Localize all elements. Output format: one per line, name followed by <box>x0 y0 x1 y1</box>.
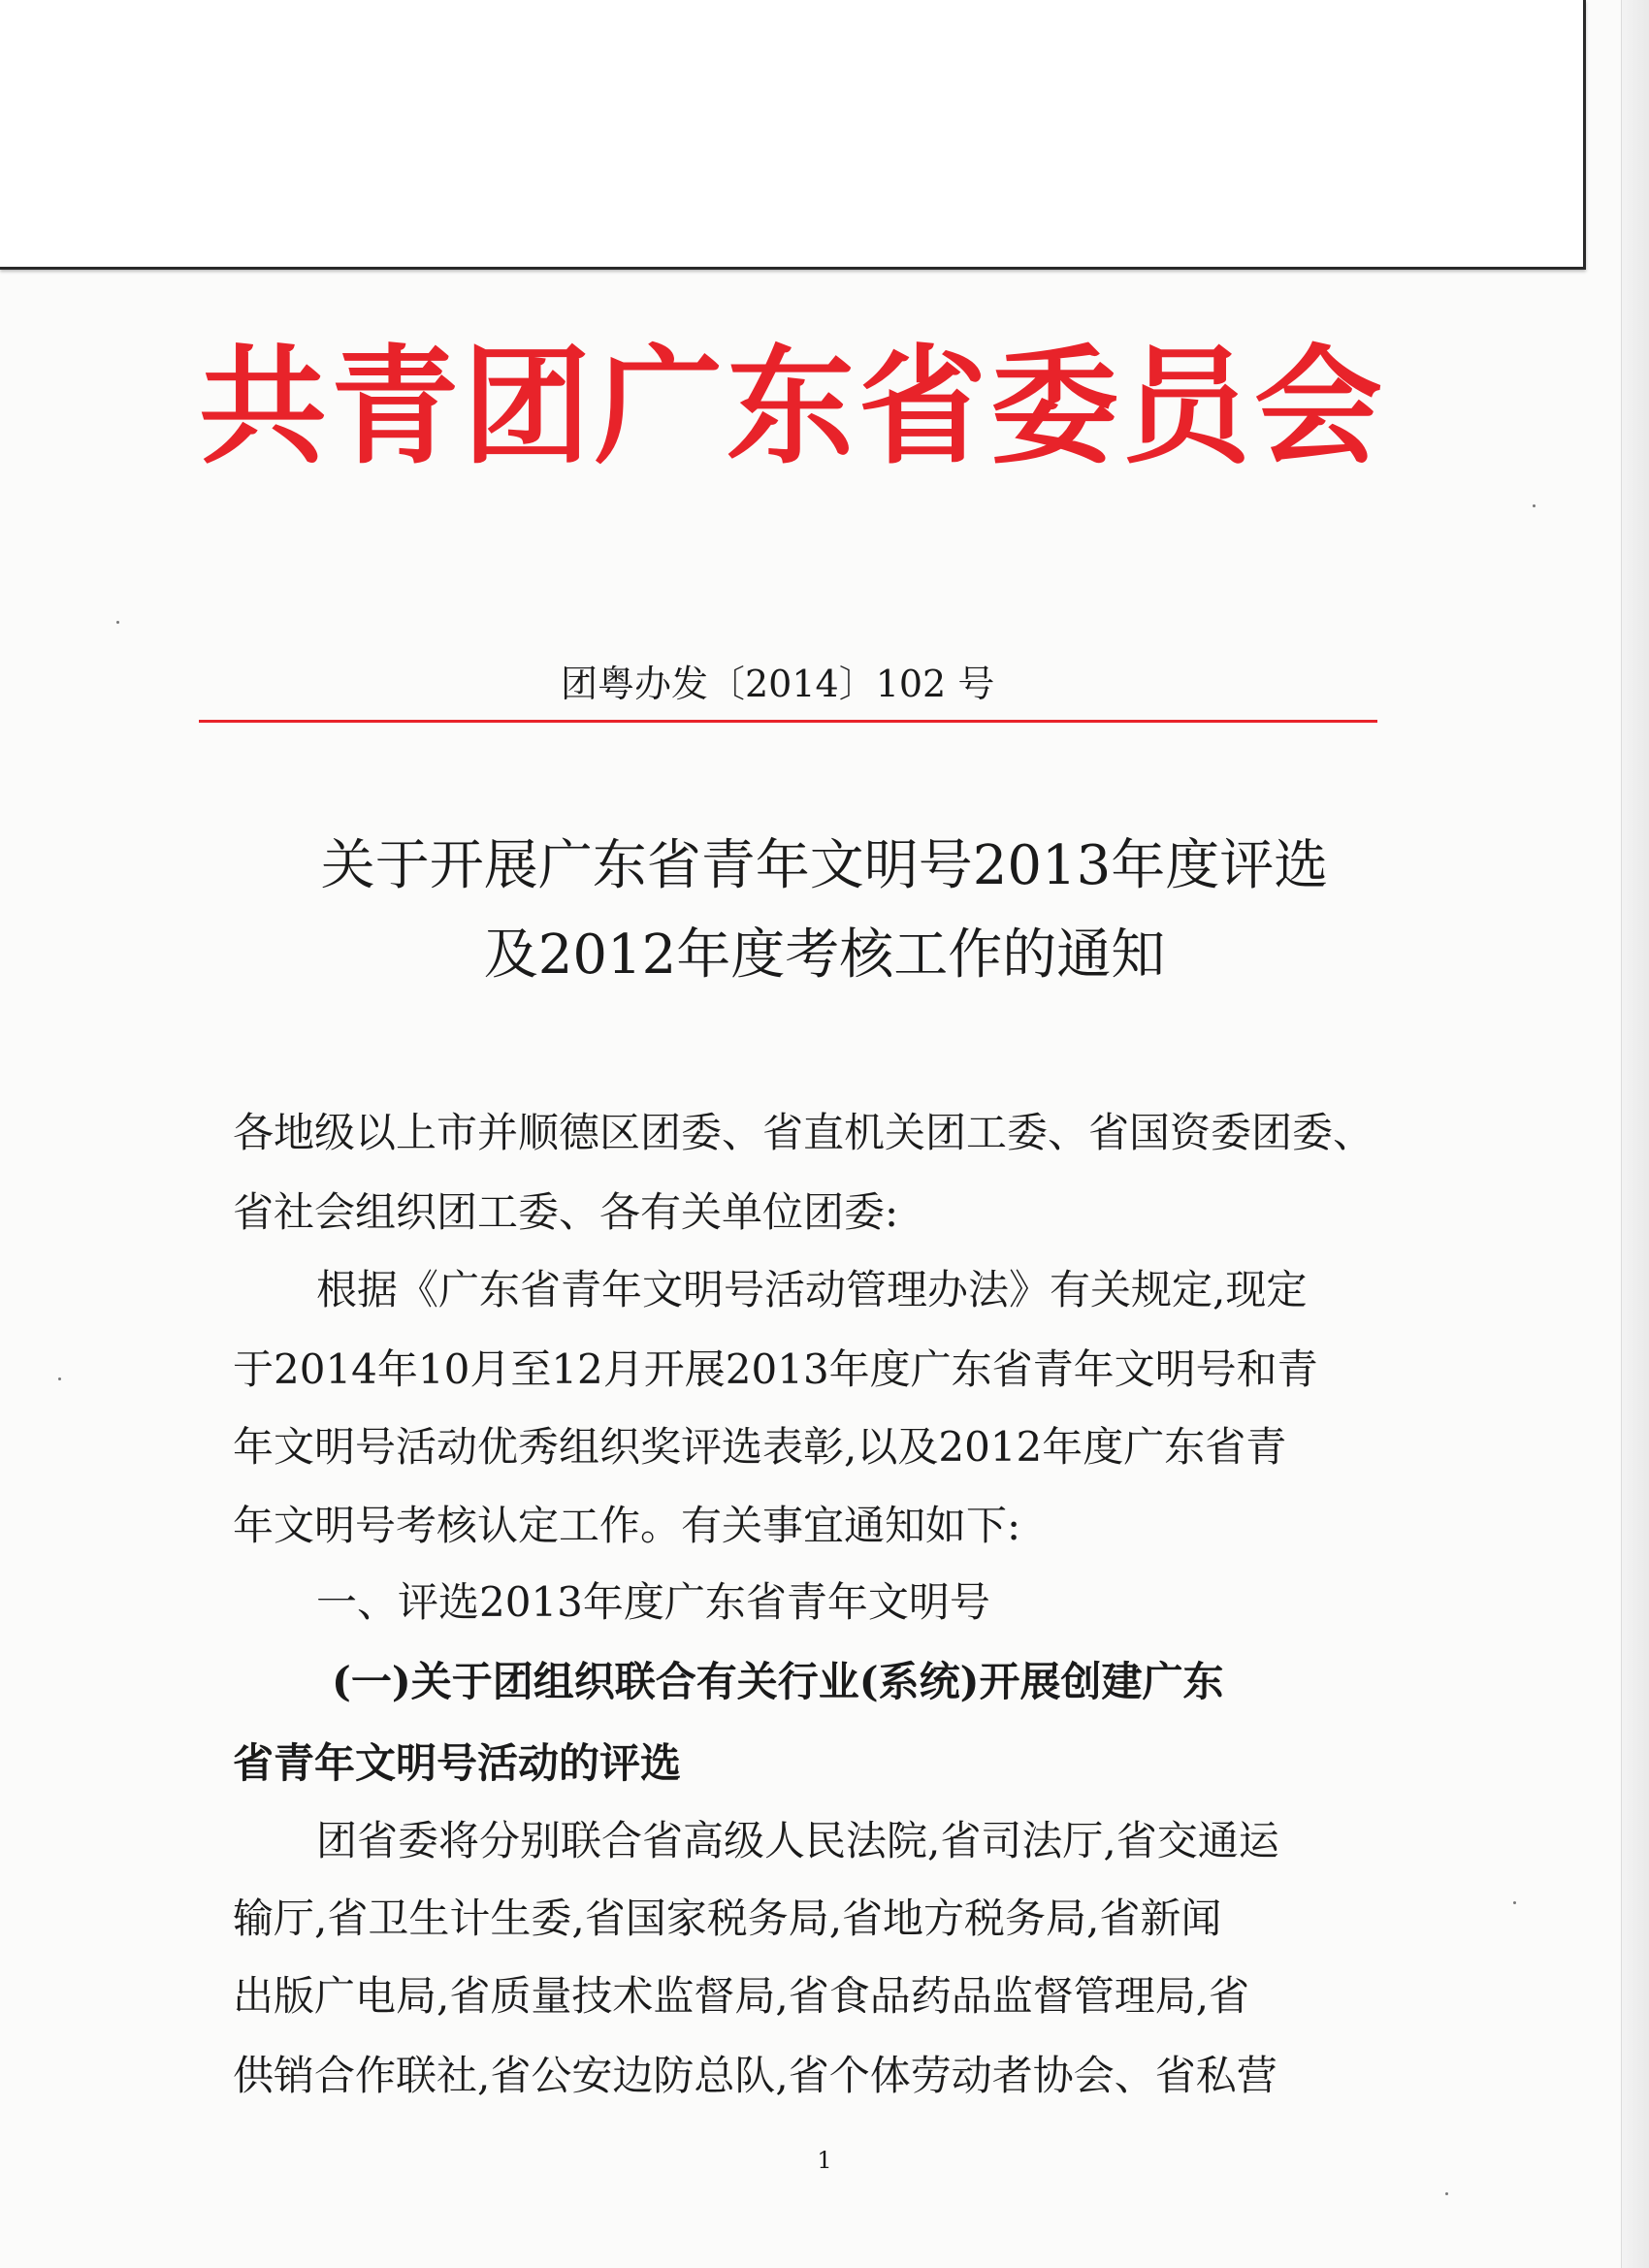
notice-title-line-2: 及2012年度考核工作的通知 <box>483 923 1166 987</box>
folded-sheet-overlay <box>0 0 1586 270</box>
addressee-line-1: 各地级以上市并顺德区团委、省直机关团工委、省国资委团委、 <box>233 1109 1374 1156</box>
notice-title-line-1: 关于开展广东省青年文明号2013年度评选 <box>320 834 1329 897</box>
body-line-4: 供销合作联社,省公安边防总队,省个体劳动者协会、省私营 <box>233 2052 1277 2099</box>
document-number: 团粤办发〔2014〕102 号 <box>561 663 995 705</box>
page-number: 1 <box>817 2147 832 2174</box>
red-divider-line <box>199 720 1377 723</box>
section-1-heading: 一、评选2013年度广东省青年文明号 <box>316 1578 990 1626</box>
body-line-2: 输厅,省卫生计生委,省国家税务局,省地方税务局,省新闻 <box>233 1895 1222 1942</box>
intro-line-2: 于2014年10月至12月开展2013年度广东省青年文明号和青 <box>233 1345 1318 1393</box>
scan-speck <box>1513 1901 1516 1904</box>
subsection-1-heading-line-2: 省青年文明号活动的评选 <box>233 1739 682 1787</box>
scan-speck <box>58 1377 61 1380</box>
body-line-3: 出版广电局,省质量技术监督局,省食品药品监督管理局,省 <box>233 1972 1250 2020</box>
intro-line-3: 年文明号活动优秀组织奖评选表彰,以及2012年度广东省青 <box>233 1423 1287 1471</box>
intro-line-1: 根据《广东省青年文明号活动管理办法》有关规定,现定 <box>316 1266 1308 1313</box>
scan-speck <box>116 621 119 624</box>
subsection-1-heading-line-1: (一)关于团组织联合有关行业(系统)开展创建广东 <box>332 1658 1224 1705</box>
scan-speck <box>1445 2192 1448 2195</box>
page-edge-shadow <box>1621 0 1649 2268</box>
body-line-1: 团省委将分别联合省高级人民法院,省司法厅,省交通运 <box>316 1817 1279 1864</box>
scan-speck <box>1533 504 1536 507</box>
letterhead-title: 共青团广东省委员会 <box>199 333 1386 482</box>
intro-line-4: 年文明号考核认定工作。有关事宜通知如下: <box>233 1502 1021 1549</box>
addressee-line-2: 省社会组织团工委、各有关单位团委: <box>233 1188 899 1236</box>
